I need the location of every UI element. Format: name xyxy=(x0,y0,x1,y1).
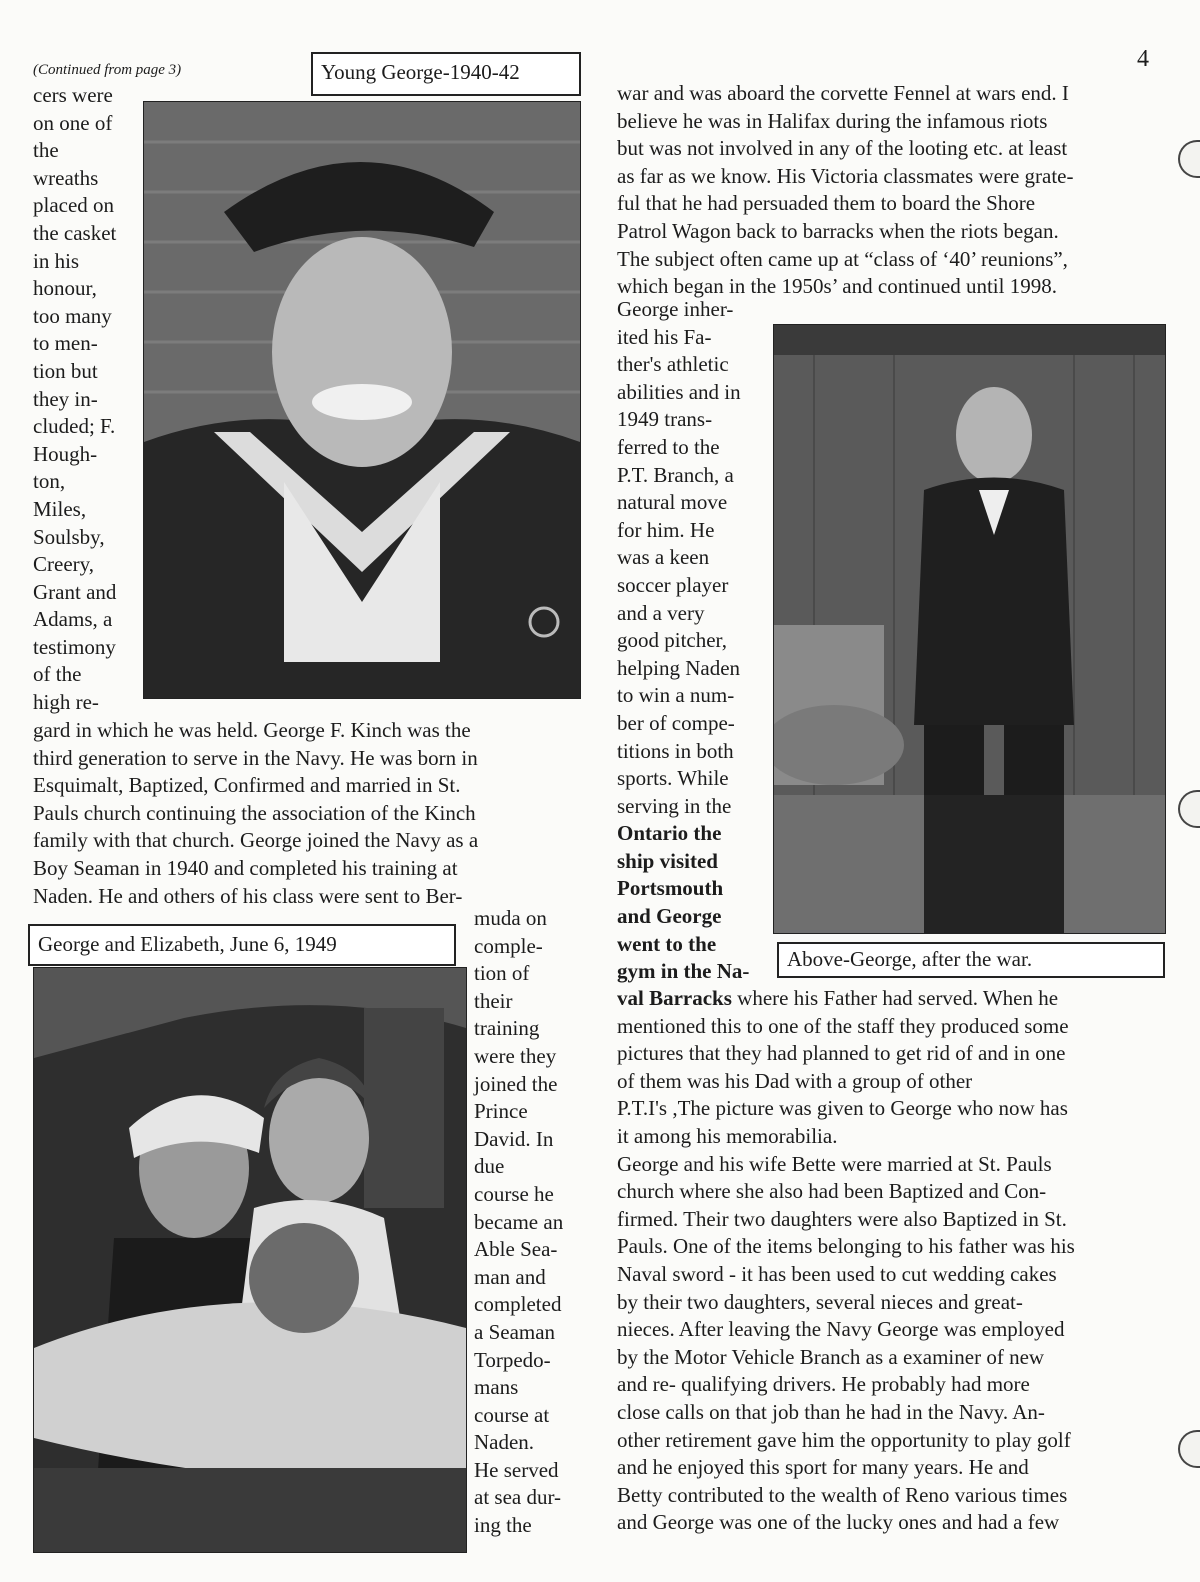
text-line: course he xyxy=(474,1181,554,1206)
text-line: believe he was in Halifax during the infamous riots xyxy=(617,108,1048,133)
text-line: Esquimalt, Baptized, Confirmed and married in St. xyxy=(33,773,461,798)
text-line: Naval sword - it has been used to cut wedding cakes xyxy=(617,1261,1057,1286)
text-line: their xyxy=(474,988,513,1013)
text-line-bold: ship visited xyxy=(617,848,718,873)
text-line: titions in both xyxy=(617,738,734,763)
text-line: natural move xyxy=(617,490,728,515)
text-line: by their two daughters, several nieces and great- xyxy=(617,1289,1023,1314)
text-line: and re- qualifying drivers. He probably had more xyxy=(617,1372,1030,1397)
text-line: tion but xyxy=(33,358,98,383)
text-line: placed on xyxy=(33,193,115,218)
text-line: due xyxy=(474,1154,505,1179)
text-line: to win a num- xyxy=(617,683,735,708)
text-line: other retirement gave him the opportunity to play golf xyxy=(617,1427,1071,1452)
text-line: pictures that they had planned to get rid of and in one xyxy=(617,1041,1066,1066)
photo-wedding xyxy=(33,967,467,1553)
punch-hole xyxy=(1178,790,1200,828)
photo-caption-after-war: Above-George, after the war. xyxy=(777,942,1165,978)
photo-caption-wedding: George and Elizabeth, June 6, 1949 xyxy=(28,924,456,966)
text-line: for him. He xyxy=(617,517,715,542)
text-line: ing the xyxy=(474,1513,532,1538)
text-line: Able Sea- xyxy=(474,1237,558,1262)
text-line: cluded; F. xyxy=(33,414,116,439)
photo-young-george xyxy=(143,101,581,699)
text-line: of them was his Dad with a group of other xyxy=(617,1068,973,1093)
bold-phrase: val Barracks xyxy=(617,986,732,1010)
text-line: George inher- xyxy=(617,297,734,321)
text-line: Pauls church continuing the association of the Kinch xyxy=(33,800,476,825)
text-line: serving in the xyxy=(617,793,732,818)
text-line: gard in which he was held. George F. Kinch was the xyxy=(33,718,471,742)
text-line: church where she also had been Baptized and Con- xyxy=(617,1179,1047,1204)
text-line: high re- xyxy=(33,690,99,715)
text-fragment: where his Father had served. When he xyxy=(731,986,1059,1010)
text-line: firmed. Their two daughters were also Baptized in St. xyxy=(617,1206,1067,1231)
text-line: helping Naden xyxy=(617,655,741,680)
left-column-full-text xyxy=(33,717,478,910)
continued-note: (Continued from page 3) xyxy=(33,62,182,78)
left-column-side-text xyxy=(474,905,563,1540)
text-line: The subject often came up at “class of ‘40’ reunions”, xyxy=(617,246,1068,271)
text-line: Boy Seaman in 1940 and completed his training at xyxy=(33,855,458,880)
young-george-illustration xyxy=(144,102,580,698)
text-line: ful that he had persuaded them to board the Shore xyxy=(617,191,1036,216)
text-line: abilities and in xyxy=(617,379,741,404)
text-line: but was not involved in any of the looting etc. at least xyxy=(617,136,1068,161)
text-line: Grant and xyxy=(33,579,117,604)
text-line: P.T. Branch, a xyxy=(617,462,734,487)
text-line: family with that church. George joined the Navy as a xyxy=(33,828,479,853)
text-line: Miles, xyxy=(33,496,87,521)
text-line: became an xyxy=(474,1209,564,1234)
text-line: it among his memorabilia. xyxy=(617,1123,838,1148)
text-line: Torpedo- xyxy=(474,1347,551,1372)
text-line: and George was one of the lucky ones and had a few xyxy=(617,1510,1060,1535)
text-line: the xyxy=(33,138,59,163)
text-line: Prince xyxy=(474,1099,528,1124)
text-line: too many xyxy=(33,303,112,328)
text-line: as far as we know. His Victoria classmates were grate- xyxy=(617,163,1074,188)
text-line-bold: Ontario the xyxy=(617,821,722,846)
right-column-full-text xyxy=(617,985,1075,1537)
text-line: good pitcher, xyxy=(617,628,727,653)
text-line: and a very xyxy=(617,600,705,625)
text-line: which began in the 1950s’ and continued until 1998. xyxy=(617,274,1057,299)
text-line: cers were xyxy=(33,83,113,107)
text-line: man and xyxy=(474,1264,546,1289)
text-line-bold: Portsmouth xyxy=(617,876,724,901)
text-line xyxy=(617,985,1075,1013)
text-line: of the xyxy=(33,662,82,687)
text-line-bold: and George xyxy=(617,904,722,929)
text-line: on one of xyxy=(33,110,113,135)
right-column-top-text xyxy=(617,80,1073,301)
photo-caption-young-george: Young George-1940-42 xyxy=(311,52,581,96)
text-line: sports. While xyxy=(617,766,729,791)
page-number: 4 xyxy=(1137,46,1149,72)
text-line: testimony xyxy=(33,634,116,659)
text-line: were they xyxy=(474,1043,557,1068)
text-line: Hough- xyxy=(33,441,98,466)
text-line: Patrol Wagon back to barracks when the riots began. xyxy=(617,218,1059,243)
text-line: by the Motor Vehicle Branch as a examiner of new xyxy=(617,1344,1045,1369)
text-line: joined the xyxy=(474,1071,558,1096)
text-line: ton, xyxy=(33,469,66,494)
text-line: Naden. xyxy=(474,1430,535,1455)
text-line: they in- xyxy=(33,386,98,411)
text-line: ber of compe- xyxy=(617,710,735,735)
text-line: mans xyxy=(474,1375,519,1400)
text-line: ferred to the xyxy=(617,434,720,459)
text-line: George and his wife Bette were married at St. Pauls xyxy=(617,1151,1052,1176)
text-line: in his xyxy=(33,248,80,273)
text-line: mentioned this to one of the staff they produced some xyxy=(617,1013,1069,1038)
text-line-bold: went to the xyxy=(617,931,717,956)
text-line: Pauls. One of the items belonging to his father was his xyxy=(617,1234,1075,1259)
text-line: war and was aboard the corvette Fennel at wars end. I xyxy=(617,81,1069,105)
text-line: tion of xyxy=(474,961,530,986)
after-war-illustration xyxy=(774,325,1165,933)
text-line: nieces. After leaving the Navy George was employed xyxy=(617,1317,1065,1342)
text-line: wreaths xyxy=(33,165,99,190)
text-line: was a keen xyxy=(617,545,710,570)
text-line: comple- xyxy=(474,933,543,958)
text-line: at sea dur- xyxy=(474,1485,562,1510)
punch-hole xyxy=(1178,1430,1200,1468)
text-line: to men- xyxy=(33,331,98,356)
text-line: third generation to serve in the Navy. He was born in xyxy=(33,745,478,770)
text-line: David. In xyxy=(474,1126,554,1151)
text-line: training xyxy=(474,1016,540,1041)
text-line: close calls on that job than he had in the Navy. An- xyxy=(617,1399,1045,1424)
text-line: soccer player xyxy=(617,572,729,597)
text-line: ther's athletic xyxy=(617,352,729,377)
wedding-illustration xyxy=(34,968,466,1552)
text-line: and he enjoyed this sport for many years. He and xyxy=(617,1455,1029,1480)
text-line: Naden. He and others of his class were sent to Ber- xyxy=(33,883,463,908)
text-line: 1949 trans- xyxy=(617,407,713,432)
left-column-narrow-text xyxy=(33,82,116,717)
text-line-bold: gym in the Na- xyxy=(617,959,750,984)
text-line: honour, xyxy=(33,276,97,301)
text-line: Adams, a xyxy=(33,607,113,632)
text-line: completed xyxy=(474,1292,562,1317)
punch-hole xyxy=(1178,140,1200,178)
text-line: He served xyxy=(474,1457,559,1482)
right-column-narrow-text xyxy=(617,296,749,986)
text-line: Soulsby, xyxy=(33,524,105,549)
text-line: Betty contributed to the wealth of Reno various times xyxy=(617,1482,1068,1507)
text-line: muda on xyxy=(474,906,547,930)
text-line: course at xyxy=(474,1402,550,1427)
text-line: the casket xyxy=(33,220,117,245)
text-line: Creery, xyxy=(33,552,95,577)
photo-after-war xyxy=(773,324,1166,934)
text-line: P.T.I's ,The picture was given to George who now has xyxy=(617,1096,1068,1121)
text-line: ited his Fa- xyxy=(617,324,712,349)
text-line: a Seaman xyxy=(474,1319,556,1344)
